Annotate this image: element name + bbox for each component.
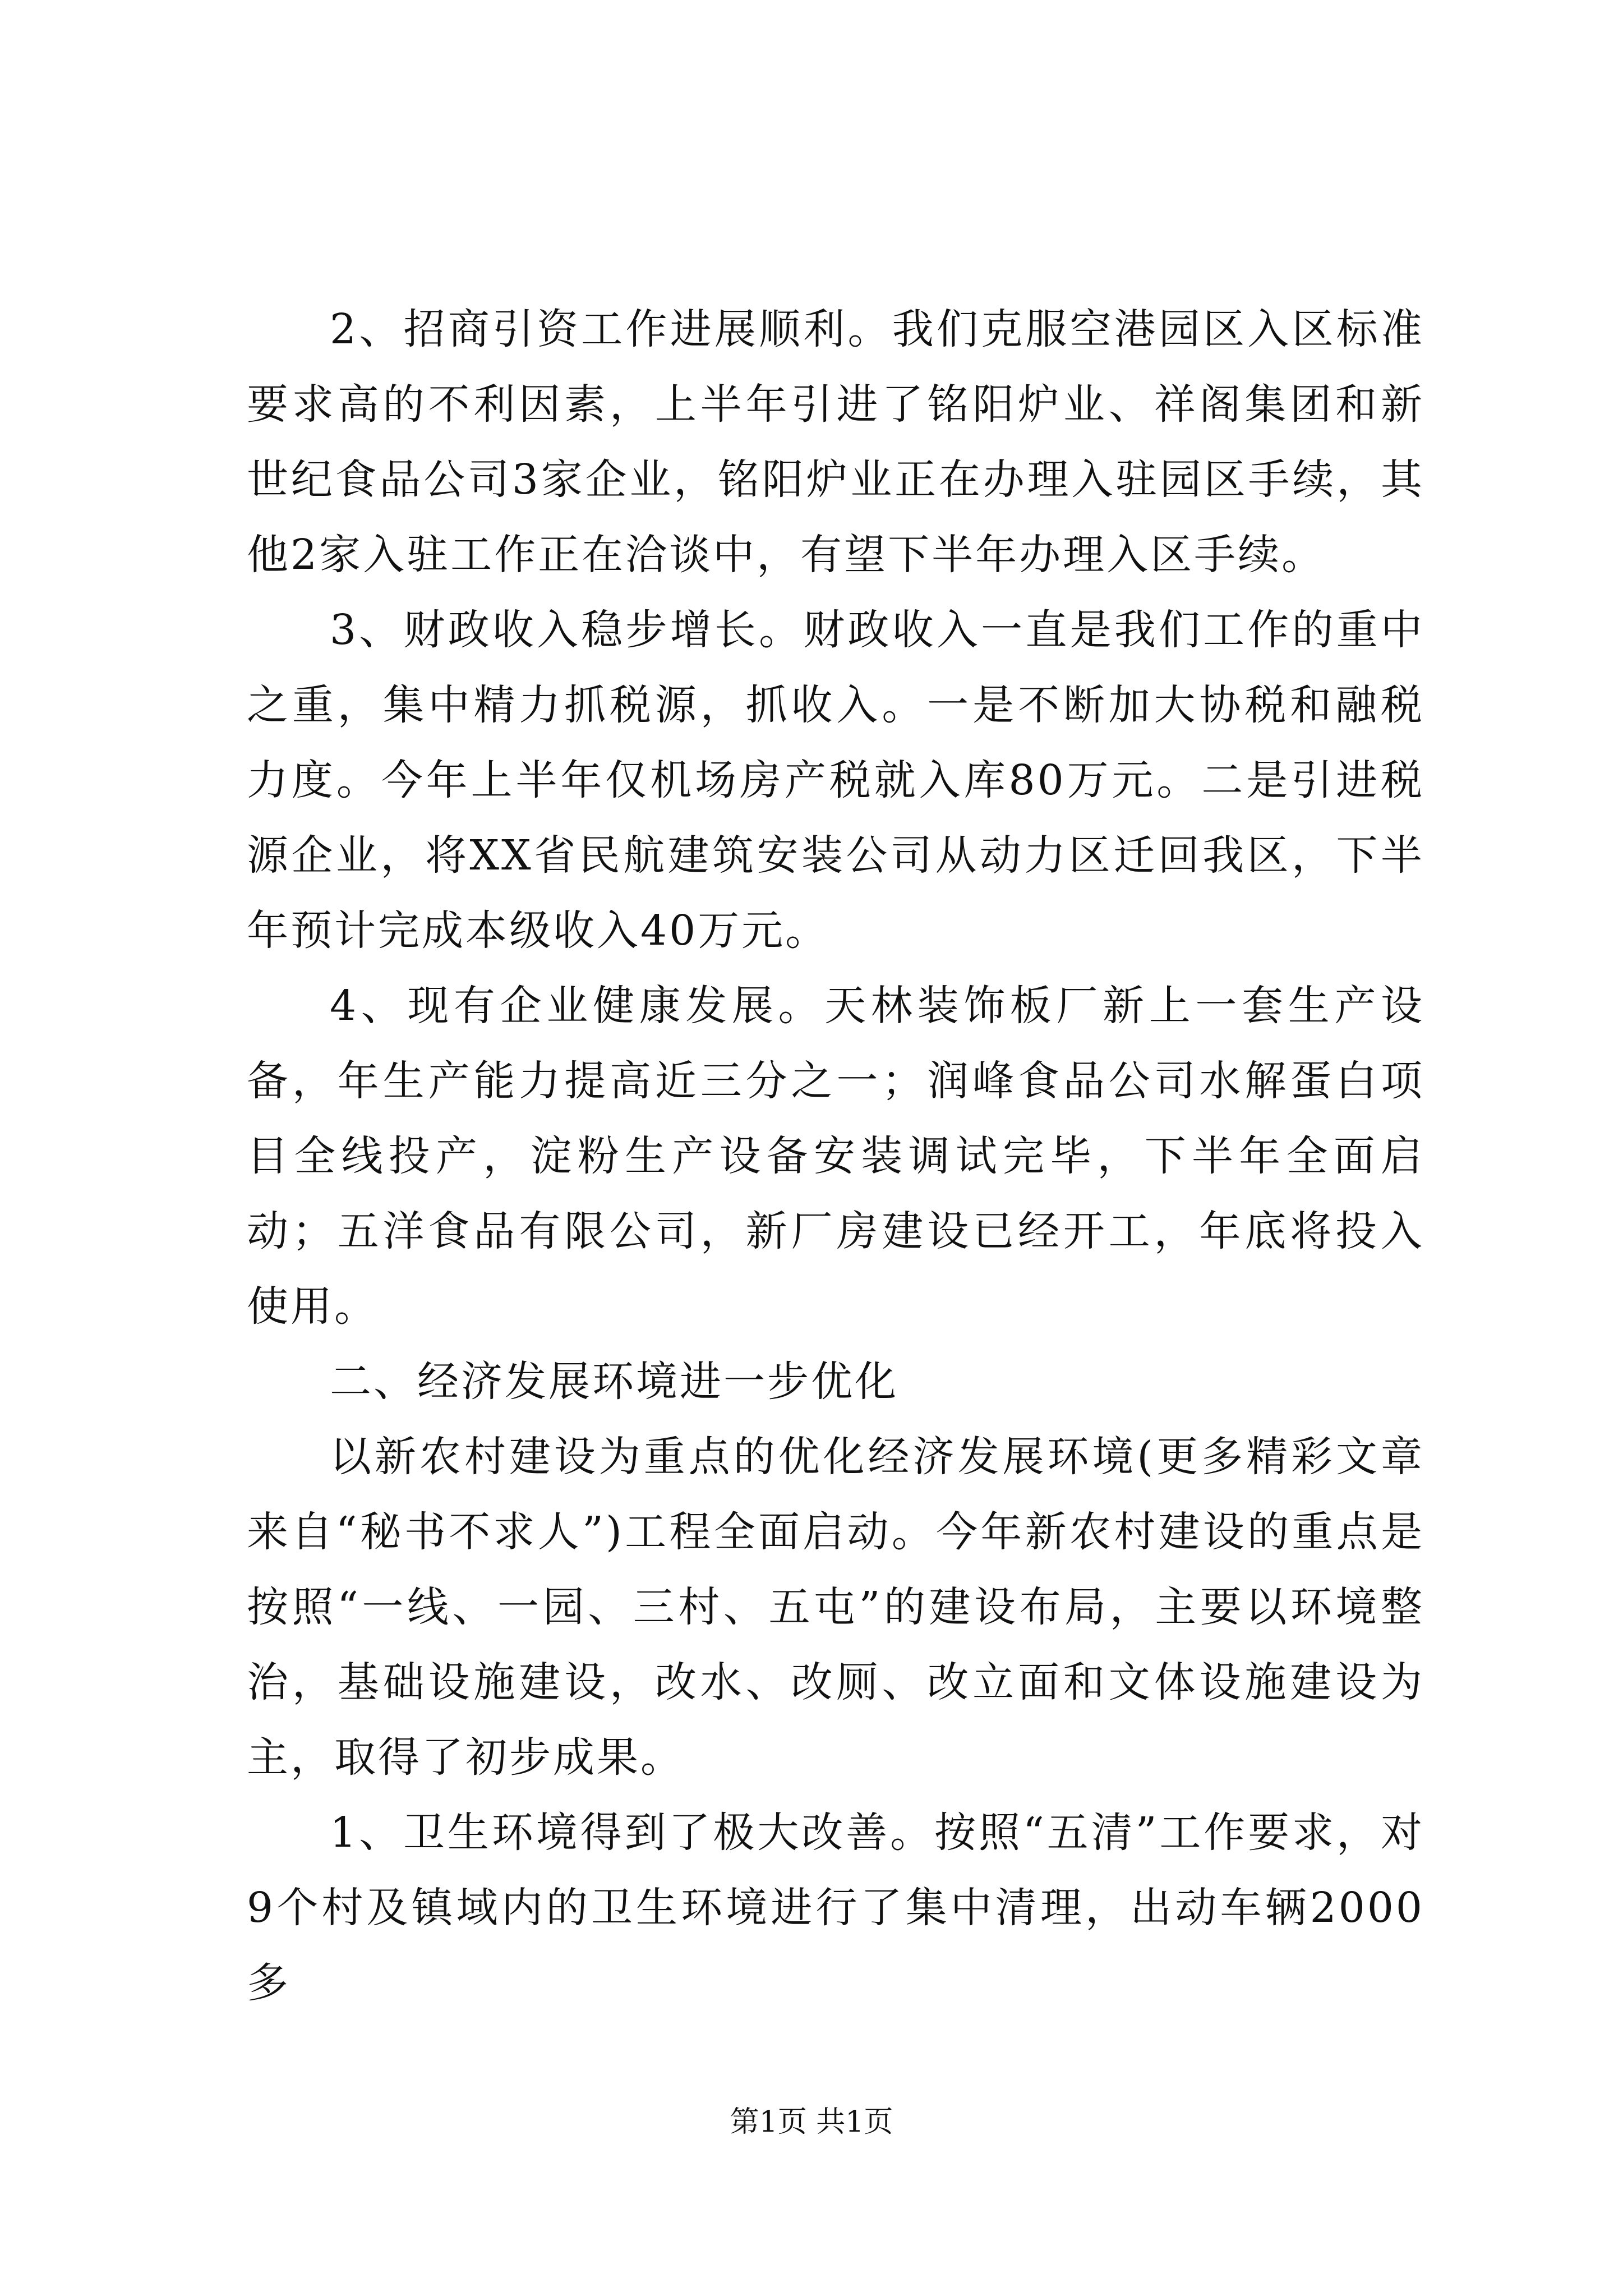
paragraph-sanitation: 1、卫生环境得到了极大改善。按照“五清”工作要求，对9个村及镇域内的卫生环境进行了集中清理，出动车辆2000多 [247, 1809, 1424, 2007]
section-heading-environment: 二、经济发展环境进一步优化 [330, 1358, 898, 1406]
page-footer: 第1页 共1页 [730, 2105, 893, 2139]
paragraph-investment: 2、招商引资工作进展顺利。我们克服空港园区入区标准要求高的不利因素，上半年引进了铭阳炉业、祥阁集团和新世纪食品公司3家企业，铭阳炉业正在办理入驻园区手续，其他2家入驻工作正在洽谈中，有望下半年办理入区手续。 [247, 305, 1424, 579]
document-body [247, 292, 1424, 2021]
paragraph-fiscal-revenue: 3、财政收入稳步增长。财政收入一直是我们工作的重中之重，集中精力抓税源，抓收入。一是不断加大协税和融税力度。今年上半年仅机场房产税就入库80万元。二是引进税源企业，将XX省民航建筑安装公司从动力区迁回我区，下半年预计完成本级收入40万元。 [247, 606, 1424, 955]
paragraph-enterprises: 4、现有企业健康发展。天林装饰板厂新上一套生产设备，年生产能力提高近三分之一；润峰食品公司水解蛋白项目全线投产，淀粉生产设备安装调试完毕，下半年全面启动；五洋食品有限公司，新厂房建设已经开工，年底将投入使用。 [247, 982, 1424, 1331]
paragraph-new-countryside: 以新农村建设为重点的优化经济发展环境(更多精彩文章来自“秘书不求人”)工程全面启动。今年新农村建设的重点是按照“一线、一园、三村、五屯”的建设布局，主要以环境整治，基础设施建设，改水、改厕、改立面和文体设施建设为主，取得了初步成果。 [247, 1433, 1424, 1782]
